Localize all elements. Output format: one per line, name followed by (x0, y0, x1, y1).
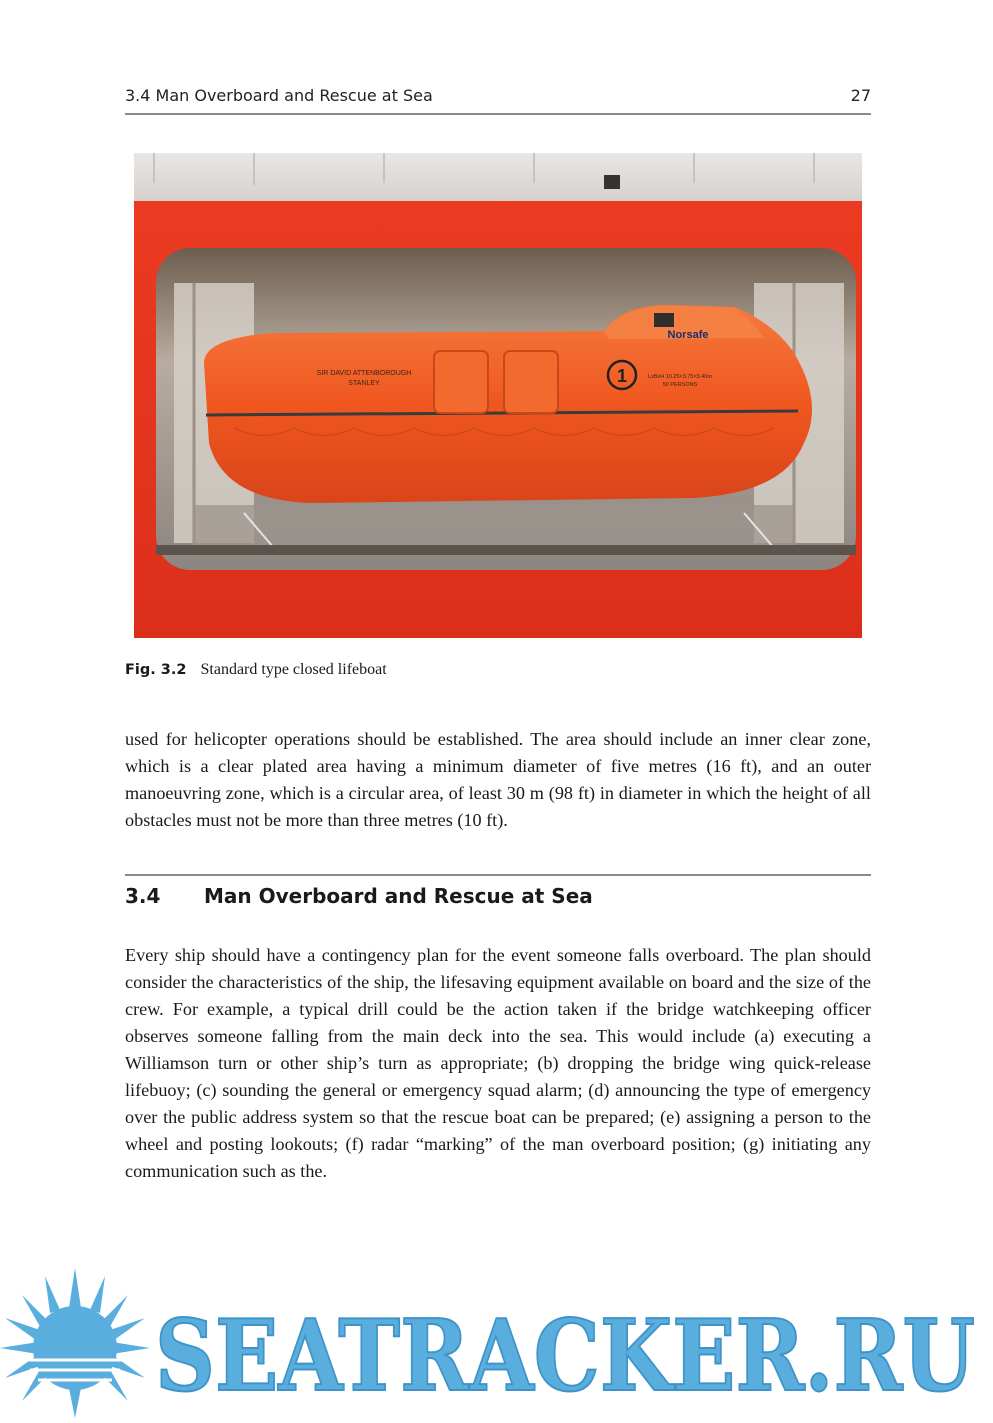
watermark-text: SEATRACKER.RU (155, 1299, 975, 1414)
figure-caption (125, 661, 387, 679)
figure-caption-text: Standard type closed lifeboat (200, 661, 387, 678)
floodlight-icon (604, 175, 620, 189)
watermark (0, 1268, 993, 1418)
boat-name: SIR DAVID ATTENBOROUGH (316, 370, 412, 377)
body-paragraph-2: Every ship should have a contingency plan for the event someone falls overboard. The plan should consider the characteristics of the ship, the lifesaving equipment available on board and the size of the crew. For example, a typical drill could be the action taken if the bridge watchkeeping officer observes someone falling from the main deck into the sea. This would include (a) executing a Williamson turn or other ship’s turn as appropriate; (b) dropping the bridge wing quick-release lifebuoy; (c) sounding the general or emergency squad alarm; (d) announcing the type of emergency over the public address system so that the rescue boat can be prepared; (e) assigning a person to the wheel and posting lookouts; (f) radar “marking” of the man overboard position; (g) initiating any communication such as the. (125, 945, 871, 1181)
header-rule (125, 113, 871, 115)
running-head (125, 84, 871, 112)
section-title: Man Overboard and Rescue at Sea (204, 884, 593, 908)
body-paragraph-1: used for helicopter operations should be established. The area should include an inner clear zone, which is a clear plated area having a minimum diameter of five metres (16 ft), and an outer manoeuvring zone, which is a circular area, of least 30 m (98 ft) in diameter in which the height of all obstacles must not be more than three metres (10 ft). (125, 729, 871, 830)
section-number: 3.4 (125, 884, 161, 908)
brand-label: Norsafe (667, 329, 709, 341)
lifeboat-photo (134, 153, 862, 638)
section-rule (125, 874, 871, 876)
boat-capacity: 50 PERSONS (662, 382, 698, 388)
davit-structure (194, 505, 794, 545)
figure-label: Fig. 3.2 (125, 662, 187, 678)
running-head-section: 3.4 Man Overboard and Rescue at Sea (125, 86, 433, 105)
lifeboat (204, 305, 812, 503)
boat-dimensions: LxBxH 10.25×3.75×3.40m (648, 374, 712, 380)
boat-home-port: STANLEY (348, 380, 380, 387)
page-number: 27 (850, 86, 871, 105)
upper-deck (134, 153, 862, 203)
bay-floor (156, 545, 856, 555)
sun-logo-icon (0, 1268, 150, 1418)
boat-number: 1 (616, 366, 628, 386)
